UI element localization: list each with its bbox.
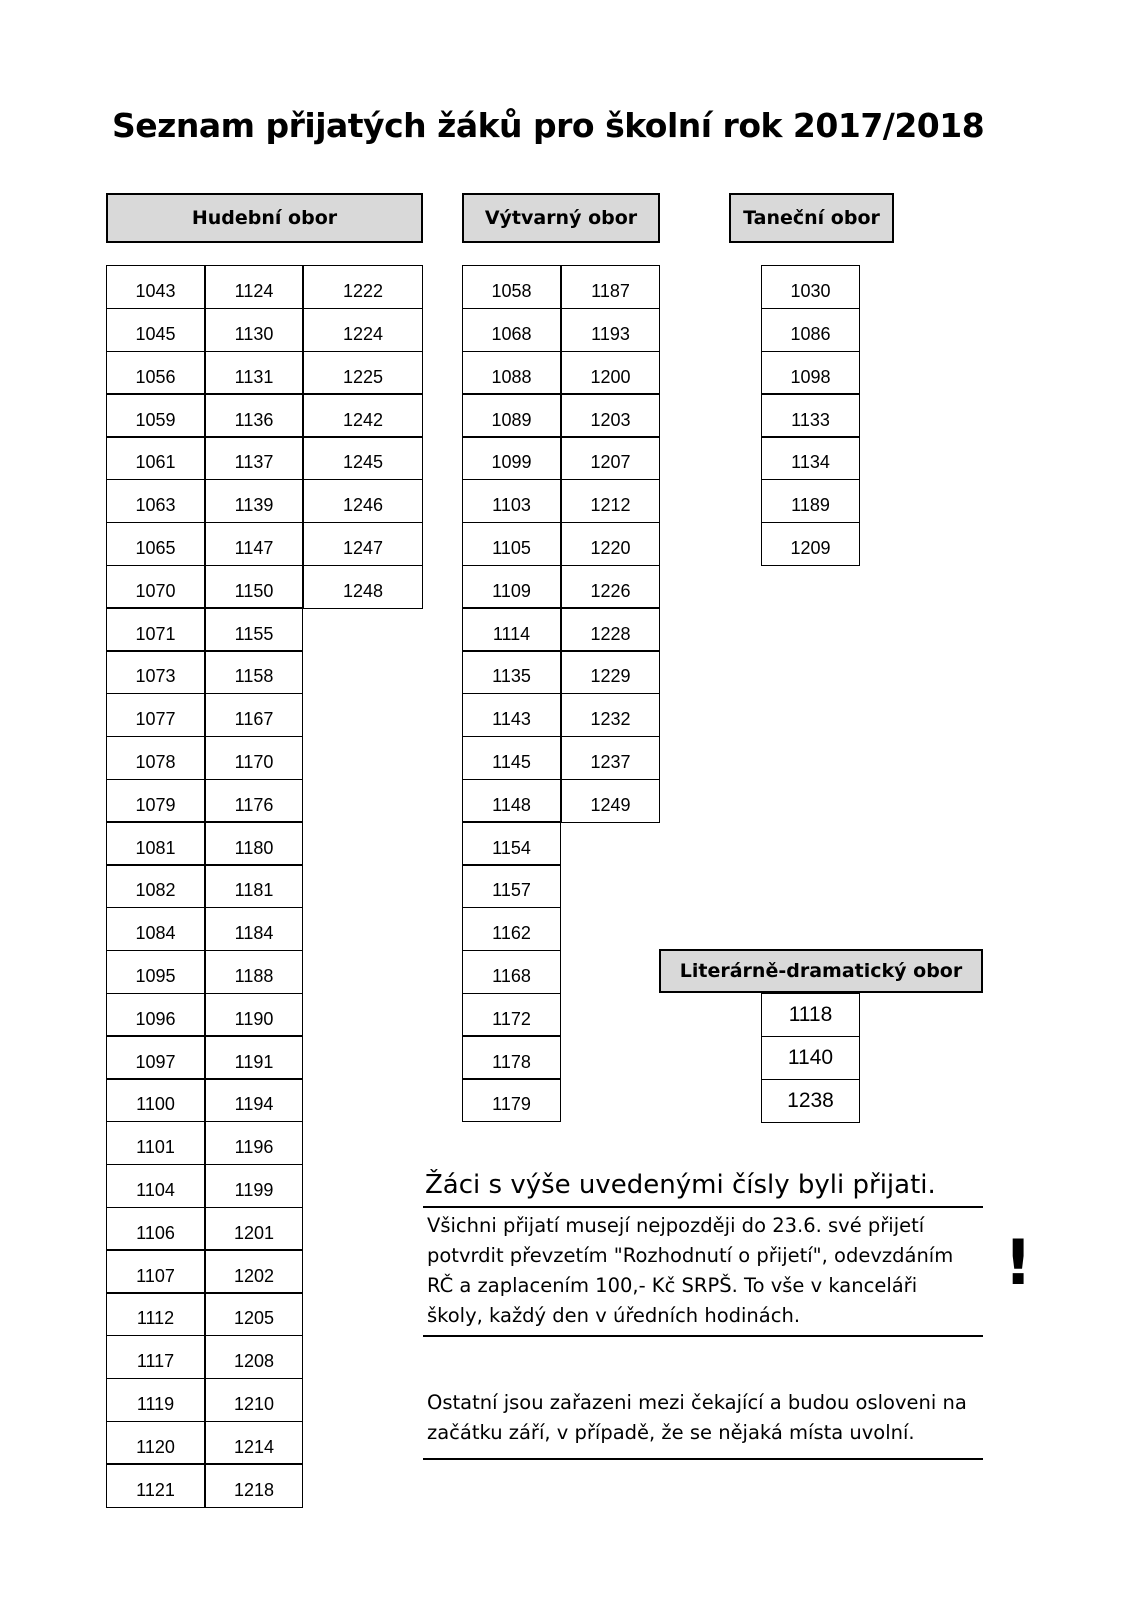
student-number-cell: 1202 — [205, 1249, 303, 1293]
student-number-cell: 1194 — [205, 1078, 303, 1122]
student-number-cell: 1157 — [462, 864, 561, 908]
student-number-cell: 1058 — [462, 265, 561, 309]
student-number-cell: 1170 — [205, 736, 303, 780]
student-number-cell: 1121 — [106, 1463, 205, 1507]
student-number-cell: 1095 — [106, 950, 205, 994]
student-number-cell: 1082 — [106, 864, 205, 908]
student-number-cell: 1176 — [205, 779, 303, 823]
student-number-cell: 1137 — [205, 436, 303, 480]
student-number-cell: 1172 — [462, 993, 561, 1037]
student-number-cell: 1158 — [205, 650, 303, 694]
student-number-cell: 1100 — [106, 1078, 205, 1122]
student-number-cell: 1148 — [462, 779, 561, 823]
header-vytvarny-obor: Výtvarný obor — [462, 193, 660, 243]
student-number-cell: 1045 — [106, 308, 205, 352]
student-number-cell: 1179 — [462, 1078, 561, 1122]
student-number-cell: 1154 — [462, 821, 561, 865]
notice-paragraph-waiting: Ostatní jsou zařazeni mezi čekající a budou osloveni na začátku září, v případě, že se nějaká místa uvolní. — [427, 1391, 967, 1444]
student-number-cell: 1168 — [462, 950, 561, 994]
student-number-cell: 1229 — [561, 650, 660, 694]
student-number-cell: 1228 — [561, 607, 660, 651]
student-number-cell: 1063 — [106, 479, 205, 523]
student-number-cell: 1224 — [303, 308, 423, 352]
student-number-cell: 1210 — [205, 1378, 303, 1422]
student-number-cell: 1130 — [205, 308, 303, 352]
student-number-cell: 1061 — [106, 436, 205, 480]
student-number-cell: 1248 — [303, 565, 423, 609]
student-number-cell: 1190 — [205, 993, 303, 1037]
student-number-cell: 1133 — [761, 393, 860, 437]
student-number-cell: 1203 — [561, 393, 660, 437]
student-number-cell: 1084 — [106, 907, 205, 951]
student-number-cell: 1218 — [205, 1463, 303, 1507]
student-number-cell: 1220 — [561, 522, 660, 566]
student-number-cell: 1208 — [205, 1335, 303, 1379]
student-number-cell: 1226 — [561, 565, 660, 609]
student-number-cell: 1089 — [462, 393, 561, 437]
header-literarne-dramaticky-obor: Literárně-dramatický obor — [659, 949, 983, 993]
student-number-cell: 1139 — [205, 479, 303, 523]
notice-heading: Žáci s výše uvedenými čísly byli přijati. — [425, 1170, 936, 1200]
student-number-cell: 1205 — [205, 1292, 303, 1336]
student-number-cell: 1079 — [106, 779, 205, 823]
student-number-cell: 1030 — [761, 265, 860, 309]
student-number-cell: 1238 — [761, 1079, 860, 1123]
student-number-cell: 1193 — [561, 308, 660, 352]
student-number-cell: 1237 — [561, 736, 660, 780]
student-number-cell: 1118 — [761, 993, 860, 1037]
divider — [423, 1206, 983, 1208]
student-number-cell: 1162 — [462, 907, 561, 951]
student-number-cell: 1101 — [106, 1121, 205, 1165]
student-number-cell: 1105 — [462, 522, 561, 566]
student-number-cell: 1209 — [761, 522, 860, 566]
student-number-cell: 1232 — [561, 693, 660, 737]
student-number-cell: 1104 — [106, 1164, 205, 1208]
student-number-cell: 1112 — [106, 1292, 205, 1336]
student-number-cell: 1114 — [462, 607, 561, 651]
student-number-cell: 1184 — [205, 907, 303, 951]
student-number-cell: 1068 — [462, 308, 561, 352]
student-number-cell: 1207 — [561, 436, 660, 480]
student-number-cell: 1119 — [106, 1378, 205, 1422]
student-number-cell: 1147 — [205, 522, 303, 566]
student-number-cell: 1247 — [303, 522, 423, 566]
notice-paragraph-confirmation: Všichni přijatí musejí nejpozději do 23.6. své přijetí potvrdit převzetím "Rozhodnutí o přijetí", odevzdáním RČ a zaplacením 100,- Kč SRPŠ. To vše v kanceláři školy, každý den v úředních hodinách. — [427, 1214, 954, 1327]
student-number-cell: 1124 — [205, 265, 303, 309]
student-number-cell: 1081 — [106, 821, 205, 865]
exclamation-mark: ! — [1004, 1226, 1033, 1299]
student-number-cell: 1096 — [106, 993, 205, 1037]
student-number-cell: 1098 — [761, 351, 860, 395]
student-number-cell: 1214 — [205, 1421, 303, 1465]
student-number-cell: 1167 — [205, 693, 303, 737]
student-number-cell: 1099 — [462, 436, 561, 480]
student-number-cell: 1071 — [106, 607, 205, 651]
student-number-cell: 1140 — [761, 1036, 860, 1080]
divider — [423, 1335, 983, 1337]
student-number-cell: 1056 — [106, 351, 205, 395]
student-number-cell: 1143 — [462, 693, 561, 737]
student-number-cell: 1196 — [205, 1121, 303, 1165]
student-number-cell: 1135 — [462, 650, 561, 694]
student-number-cell: 1103 — [462, 479, 561, 523]
student-number-cell: 1150 — [205, 565, 303, 609]
student-number-cell: 1200 — [561, 351, 660, 395]
student-number-cell: 1109 — [462, 565, 561, 609]
student-number-cell: 1199 — [205, 1164, 303, 1208]
student-number-cell: 1078 — [106, 736, 205, 780]
student-number-cell: 1120 — [106, 1421, 205, 1465]
student-number-cell: 1212 — [561, 479, 660, 523]
student-number-cell: 1131 — [205, 351, 303, 395]
student-number-cell: 1134 — [761, 436, 860, 480]
student-number-cell: 1191 — [205, 1035, 303, 1079]
student-number-cell: 1070 — [106, 565, 205, 609]
student-number-cell: 1059 — [106, 393, 205, 437]
student-number-cell: 1181 — [205, 864, 303, 908]
student-number-cell: 1249 — [561, 779, 660, 823]
student-number-cell: 1086 — [761, 308, 860, 352]
student-number-cell: 1097 — [106, 1035, 205, 1079]
header-tanecni-obor: Taneční obor — [729, 193, 894, 243]
student-number-cell: 1201 — [205, 1207, 303, 1251]
divider — [423, 1458, 983, 1460]
page-title: Seznam přijatých žáků pro školní rok 2017/2018 — [112, 106, 985, 145]
student-number-cell: 1088 — [462, 351, 561, 395]
student-number-cell: 1225 — [303, 351, 423, 395]
student-number-cell: 1043 — [106, 265, 205, 309]
student-number-cell: 1106 — [106, 1207, 205, 1251]
student-number-cell: 1246 — [303, 479, 423, 523]
student-number-cell: 1077 — [106, 693, 205, 737]
student-number-cell: 1136 — [205, 393, 303, 437]
student-number-cell: 1073 — [106, 650, 205, 694]
student-number-cell: 1178 — [462, 1035, 561, 1079]
student-number-cell: 1222 — [303, 265, 423, 309]
student-number-cell: 1242 — [303, 393, 423, 437]
header-hudebni-obor: Hudební obor — [106, 193, 423, 243]
student-number-cell: 1188 — [205, 950, 303, 994]
student-number-cell: 1187 — [561, 265, 660, 309]
student-number-cell: 1155 — [205, 607, 303, 651]
student-number-cell: 1180 — [205, 821, 303, 865]
student-number-cell: 1145 — [462, 736, 561, 780]
student-number-cell: 1107 — [106, 1249, 205, 1293]
student-number-cell: 1065 — [106, 522, 205, 566]
student-number-cell: 1117 — [106, 1335, 205, 1379]
student-number-cell: 1189 — [761, 479, 860, 523]
student-number-cell: 1245 — [303, 436, 423, 480]
